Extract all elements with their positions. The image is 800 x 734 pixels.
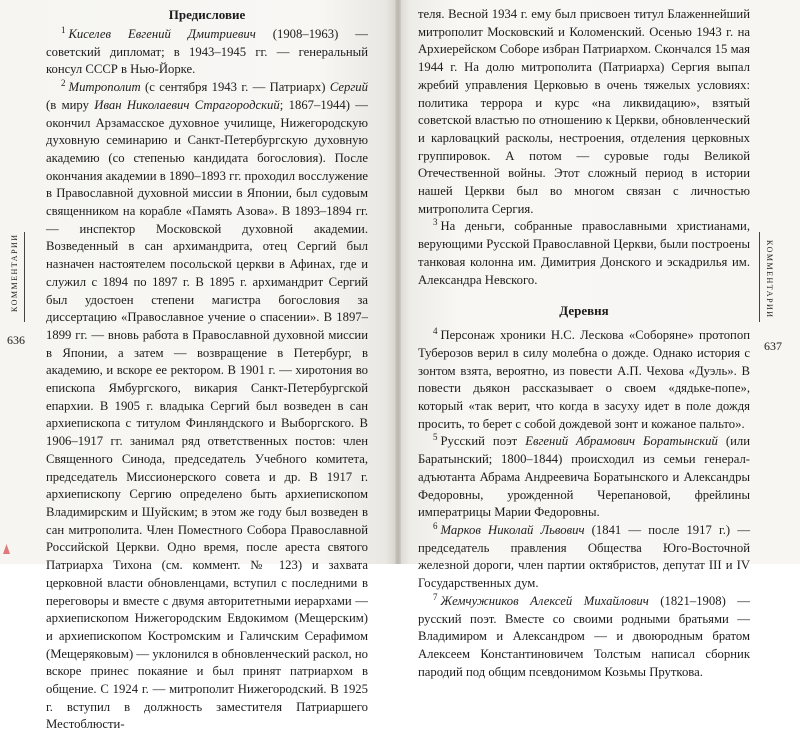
footnote-7 xyxy=(418,593,750,682)
person-name: Марков Николай Львович xyxy=(440,522,585,537)
running-head-rule xyxy=(24,232,25,322)
footnote-1 xyxy=(46,26,368,79)
page-number: 636 xyxy=(7,333,25,347)
footnote-text: (в миру xyxy=(46,97,95,112)
footnote-5 xyxy=(418,433,750,522)
left-text-column xyxy=(46,6,368,734)
section-title: Предисловие xyxy=(168,7,246,22)
book-gutter xyxy=(395,0,401,564)
page-number: 637 xyxy=(764,339,782,353)
footnote-number: 2 xyxy=(61,77,66,88)
footnote-number: 3 xyxy=(433,217,438,228)
footnote-text: (с сентября 1943 г. — Патриарх) xyxy=(140,80,330,95)
footnote-2-continuation: теля. Весной 1934 г. ему был присвоен титул Блаженнейший митрополит Московский и Коломенский. Осенью 1943 г. на Архиерейском Соборе избран Патриархом. Скончался 15 мая 1944 г. На долю митрополита (Патриарха) Сергия выпал жребий управления Церковью в очень тяжелых условиях: политика террора и курс «на ликвидацию», взятый советской властью по отношению к Церкви, обновленческий и карловацкий расколы, нестроения, отделения церковных группировок. А потом — суровые годы Великой Отечественной войны. Этот сложный период в истории нашей Церкви был во многом связан с личностью митрополита Сергия. xyxy=(418,7,750,216)
person-name: Жемчужников Алексей Михайлович xyxy=(440,593,649,608)
footnote-number: 1 xyxy=(61,24,66,35)
running-head-rule xyxy=(759,232,760,322)
footnote-number: 4 xyxy=(433,326,438,337)
running-head: КОММЕНТАРИИ xyxy=(10,233,19,312)
person-name: Евгений Абрамович Боратынский xyxy=(525,434,718,449)
right-text-column xyxy=(418,6,750,681)
person-title: Митрополит xyxy=(68,80,141,95)
left-page xyxy=(0,0,398,732)
person-name: Киселев Евгений Дмитриевич xyxy=(68,27,256,41)
footnote-2 xyxy=(46,79,368,734)
footnote-text: Русский поэт xyxy=(440,434,526,449)
section-title: Деревня xyxy=(559,303,609,319)
person-name: Иван Николаевич Страгородский xyxy=(94,97,280,112)
footnote-4 xyxy=(418,327,750,433)
running-head: КОММЕНТАРИИ xyxy=(765,240,774,319)
footnote-text: (1841 — после 1917 г.) — председатель правления Общества Юго-Восточной железной дороги, член партии октябристов, депутат III и IV Государственных дум. xyxy=(418,522,751,591)
right-page xyxy=(398,0,800,679)
corner-mark xyxy=(3,544,10,554)
footnote-number: 6 xyxy=(433,520,438,531)
footnote-number: 7 xyxy=(433,591,438,602)
footnote-text: (1821–1908) — русский поэт. Вместе со своими родными братьями — Владимиром и Александром — и двоюродным братом Алексеем Константиновичем Толстым написал сборник пародий под общим псевдонимом Козьмы Пруткова. xyxy=(418,593,750,679)
footnote-text: (1908–1963) — советский дипломат; в 1943–1945 гг. — генеральный консул СССР в Нью-Йорке. xyxy=(46,27,368,77)
footnote-text: Персонаж хроники Н.С. Лескова «Соборяне» протопоп Туберозов верил в силу молебна о дожде. Однако история с зонтом взята, вероятно, из повести А.П. Чехова «Дуэль». В повести дьякон рассказывает о своем «дядьке-попе», который «так верит, что когда в засуху идет в поле дождя просить, то берет с собой дождевой зонт и кожаное пальто». xyxy=(418,328,750,431)
footnote-text: ; 1867–1944) — окончил Арзамасское духовное училище, Нижегородскую духовную семинарию и Санкт-Петербургскую духовную академию (со степенью кандидата богословия). После окончания академии в 1890–1893 гг. проходил восслужение в Православной духовной миссии в Японии, был судовым священником на корабле «Память Азова». В 1893–1894 гг. — инспектор Московской духовной академии. Возведенный в сан архимандрита, отец Сергий был назначен настоятелем посольской церкви в Афинах, где и служил с 1894 по 1897 г. В 1895 г. архимандрит Сергий был удостоен степени магистра богословия за диссертацию «Православное учение о спасении». В 1897–1899 гг. — вновь работа в Православной духовной миссии в Японии, а затем — возвращение в Петербург, в академию, и вскоре ее ректором. В 1901 г. — хиротония во епископа Ямбургского, викария Санкт-Петербургской епархии. В 1905 г. владыка Сергий был возведен в сан архиепископа с титулом Финляндского и Выборгского. В 1906–1917 гг. занимал ряд ответственных постов: член Священного Синода, председатель Учебного комитета, председатель Миссионерского совета и др. В 1917 г. архиепископу Сергию определено быть архиепископом Владимирским и Шуйским; в этом же году был возведен в сан митрополита. Член Поместного Собора Православной Российской Церкви. Одно время, после ареста святого Патриарха Тихона (см. коммент. № 123) и захвата церковной власти обновленцами, вступил с последними в переговоры и вместе с двумя авторитетными иерархами — архиепископом Нижегородским Евдокимом (Мещерским) и архиепископом Костромским и Галичским Серафимом (Мещеряковым) — уклонился в обновленческий раскол, но вскоре принес покаяние и был принят патриархом в общение. С 1924 г. — митрополит Нижегородский. В 1925 г. вступил в должность заместителя Патриаршего Местоблюсти- xyxy=(46,97,368,732)
person-name: Сергий xyxy=(329,80,368,95)
footnote-number: 5 xyxy=(433,432,438,443)
footnote-text: На деньги, собранные православными христианами, верующими Русской Православной Церкви, были построены танковая колонна им. Димитрия Донского и эскадрилья им. Александра Невского. xyxy=(418,219,750,287)
footnote-3 xyxy=(418,218,750,289)
footnote-text: (или Баратынский; 1800–1844) происходил из семьи генерал-адъютанта Абрама Андреевича Боратынского и Александры Федоровны, урожденной Черепановой, фрейлины императрицы Марии Федоровны. xyxy=(418,434,751,520)
footnote-6 xyxy=(418,522,750,593)
